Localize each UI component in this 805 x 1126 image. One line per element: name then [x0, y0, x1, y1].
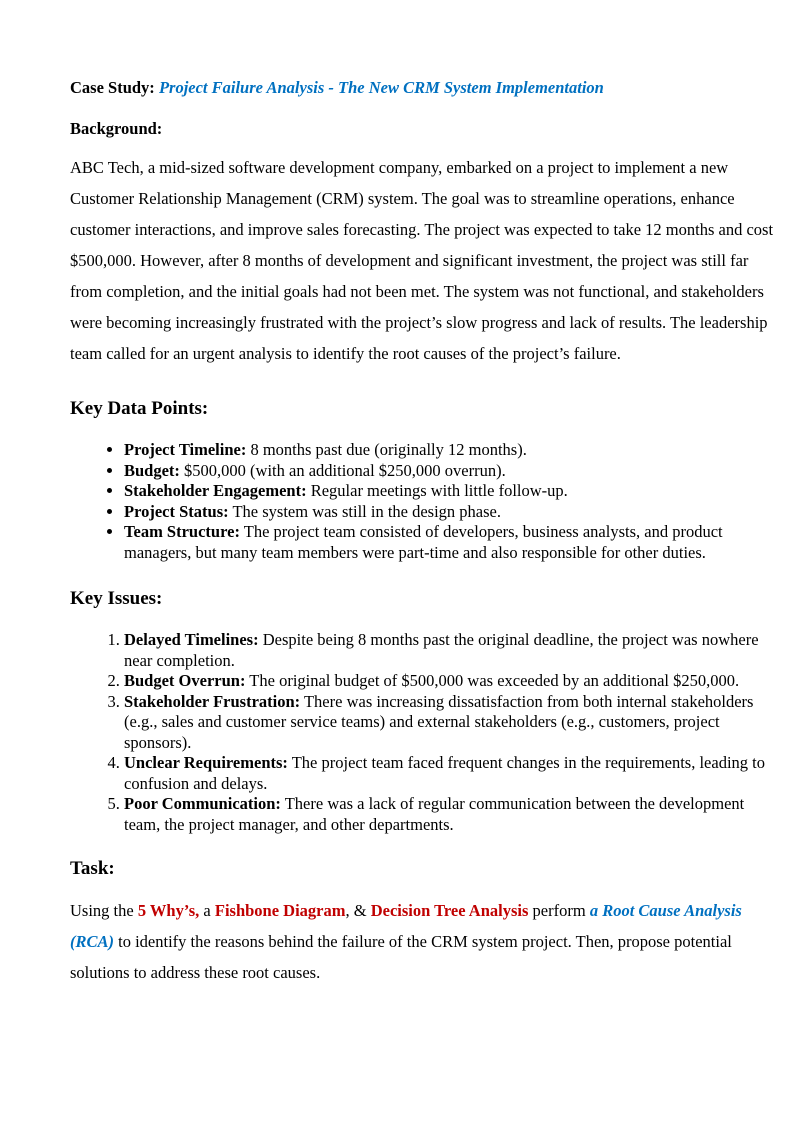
task-outro: to identify the reasons behind the failure of the CRM system project. Then, propose potential solutions to address these root causes. — [70, 932, 732, 982]
list-item-label: Budget Overrun: — [124, 671, 246, 690]
list-item-text: Regular meetings with little follow-up. — [306, 481, 568, 500]
task-separator: , & — [345, 901, 371, 920]
list-item — [124, 461, 775, 482]
key-issues-heading: Key Issues: — [70, 588, 163, 609]
list-item — [124, 753, 775, 794]
list-item-text: There was a lack of regular communication between the development team, the project manager, and other departments. — [124, 794, 745, 834]
key-data-points-list — [70, 440, 775, 563]
task-heading: Task: — [70, 858, 115, 879]
task-intro: Using the — [70, 901, 138, 920]
key-data-points-heading: Key Data Points: — [70, 398, 209, 419]
list-item-label: Team Structure: — [124, 522, 240, 541]
list-item — [124, 671, 775, 692]
list-item — [124, 522, 775, 563]
key-issues-list — [70, 630, 775, 835]
background-paragraph: ABC Tech, a mid-sized software development company, embarked on a project to implement a new Customer Relationship Management (CRM) system. The goal was to streamline operations, enhance customer interactions, and improve sales forecasting. The project was expected to take 12 months and cost $500,000. However, after 8 months of development and significant investment, the project was still far from completion, and the initial goals had not been met. The system was not functional, and stakeholders were becoming increasingly frustrated with the project’s slow progress and lack of results. The leadership team called for an urgent analysis to identify the root causes of the project’s failure. — [70, 158, 774, 363]
task-method-fishbone: Fishbone Diagram — [214, 901, 346, 920]
document-page — [70, 76, 775, 988]
list-item-label: Poor Communication: — [124, 794, 281, 813]
list-item-text: The project team faced frequent changes in the requirements, leading to confusion and delays. — [124, 753, 765, 793]
list-item-text: The system was still in the design phase. — [228, 501, 501, 521]
task-separator: a — [199, 901, 215, 920]
list-item-label: Budget: — [124, 460, 180, 480]
list-item-label: Stakeholder Frustration: — [124, 691, 301, 711]
list-item — [124, 440, 775, 461]
list-item-text: There was increasing dissatisfaction from both internal stakeholders (e.g., sales and customer service teams) and external stakeholders (e.g., customers, project sponsors). — [124, 691, 754, 752]
task-method-decision-tree: Decision Tree Analysis — [370, 901, 529, 920]
background-label: Background: — [70, 119, 163, 138]
list-item-text: The original budget of $500,000 was exceeded by an additional $250,000. — [245, 671, 740, 690]
list-item-text: $500,000 (with an additional $250,000 overrun). — [179, 460, 506, 480]
list-item — [124, 502, 775, 523]
task-rca: a Root Cause Analysis (RCA) — [70, 901, 742, 951]
list-item — [124, 481, 775, 502]
list-item-text: The project team consisted of developers, business analysts, and product managers, but many team members were part-time and also responsible for other duties. — [124, 522, 723, 562]
list-item — [124, 630, 775, 671]
list-item — [124, 794, 775, 835]
list-item-label: Stakeholder Engagement: — [124, 481, 307, 500]
task-method-five-whys: 5 Why’s, — [137, 901, 200, 920]
list-item-label: Delayed Timelines: — [124, 630, 259, 649]
list-item-label: Project Status: — [124, 501, 229, 521]
case-study-title — [70, 76, 775, 100]
task-paragraph — [70, 895, 775, 988]
case-study-title-text: Project Failure Analysis - The New CRM System Implementation — [158, 78, 604, 97]
list-item-text: Despite being 8 months past the original deadline, the project was nowhere near completion. — [124, 630, 759, 670]
list-item-text: 8 months past due (originally 12 months). — [246, 440, 527, 459]
list-item-label: Unclear Requirements: — [124, 753, 288, 772]
task-mid: perform — [528, 901, 590, 920]
list-item — [124, 692, 775, 754]
list-item-label: Project Timeline: — [124, 440, 247, 459]
case-study-label: Case Study: — [70, 78, 155, 97]
